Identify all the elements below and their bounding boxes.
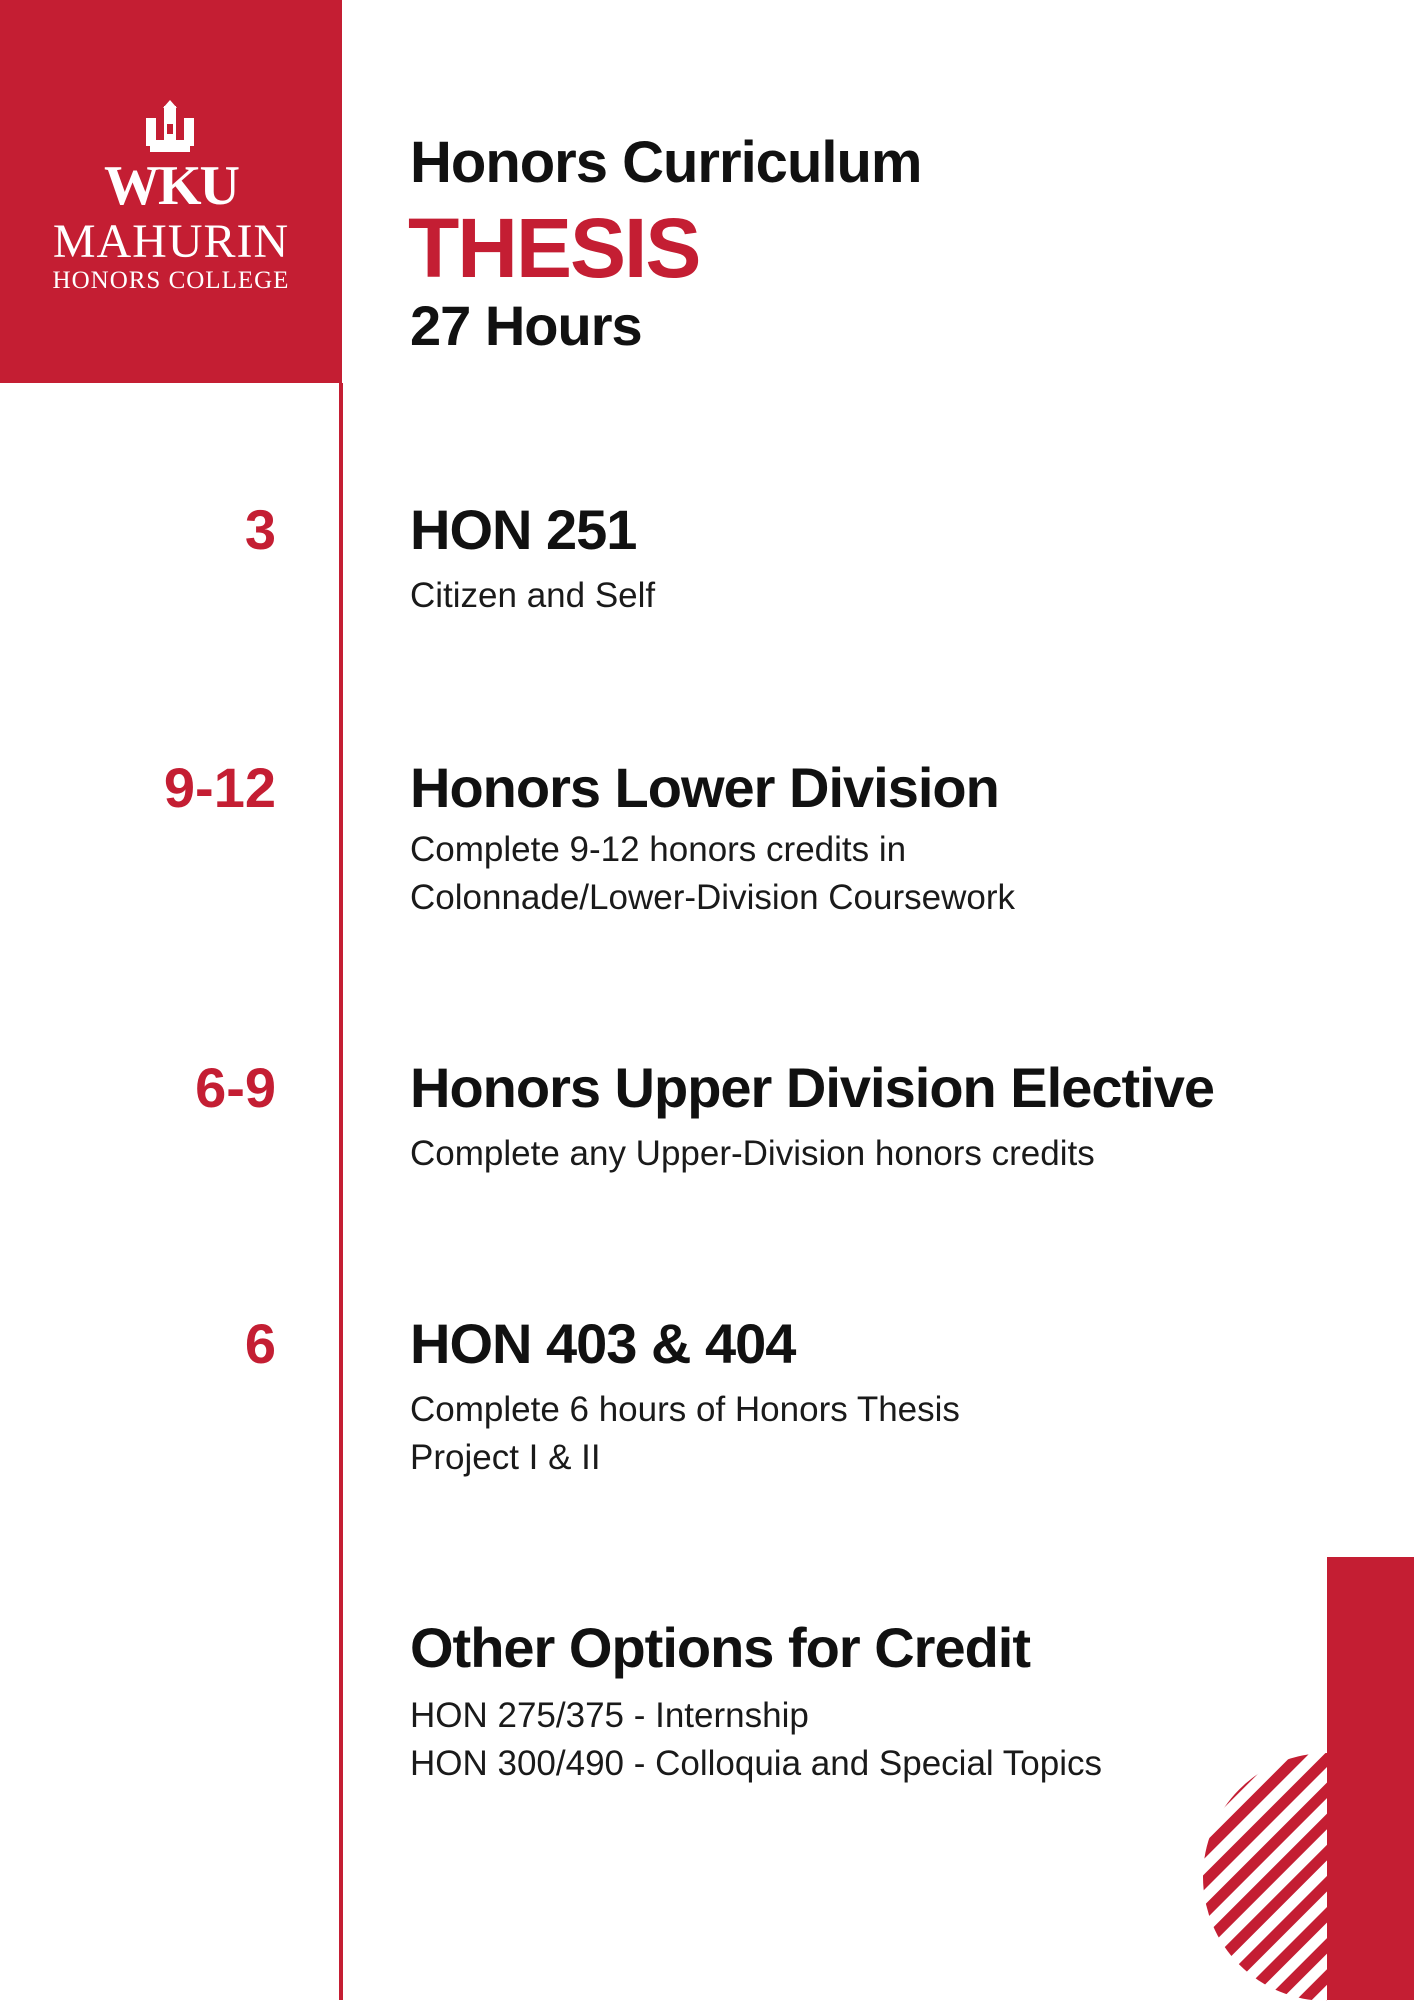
section-title: Honors Lower Division: [410, 756, 999, 819]
section-description-line: HON 300/490 - Colloquia and Special Topics: [410, 1744, 1102, 1783]
track-title: THESIS: [408, 201, 700, 295]
section-description-line: Colonnade/Lower-Division Coursework: [410, 878, 1015, 917]
logo-subtitle: HONORS COLLEGE: [52, 267, 290, 294]
page-title: Honors Curriculum: [410, 130, 922, 195]
section-credits: 3: [244, 498, 276, 561]
section-title: Honors Upper Division Elective: [410, 1056, 1214, 1119]
section-description-line: Complete 6 hours of Honors Thesis: [410, 1390, 960, 1429]
section-description-line: Project I & II: [410, 1438, 601, 1477]
section-description-line: Complete 9-12 honors credits in: [410, 830, 907, 869]
section-title: HON 251: [410, 498, 637, 561]
logo-block: [0, 0, 342, 383]
section-credits: 6: [244, 1312, 276, 1375]
striped-circle-decoration: [1202, 1752, 1414, 2002]
tower-icon: [146, 100, 194, 154]
total-hours: 27 Hours: [410, 294, 642, 357]
section-description: [410, 572, 655, 620]
section-credits: 9-12: [163, 756, 276, 819]
timeline-divider: [339, 383, 343, 2000]
section-credits: 6-9: [195, 1056, 276, 1119]
section-title: HON 403 & 404: [410, 1312, 796, 1375]
section-description-line: HON 275/375 - Internship: [410, 1696, 809, 1735]
section-description: [410, 1692, 1102, 1788]
section-description: [410, 1386, 960, 1482]
section-title: Other Options for Credit: [410, 1616, 1030, 1679]
section-description: [410, 826, 1015, 922]
section-description-line: Complete any Upper-Division honors credits: [410, 1134, 1095, 1173]
logo-name: MAHURIN: [52, 215, 290, 268]
logo-wku: WKU: [104, 155, 238, 217]
section-description: [410, 1130, 1095, 1178]
section-description-line: Citizen and Self: [410, 576, 656, 615]
